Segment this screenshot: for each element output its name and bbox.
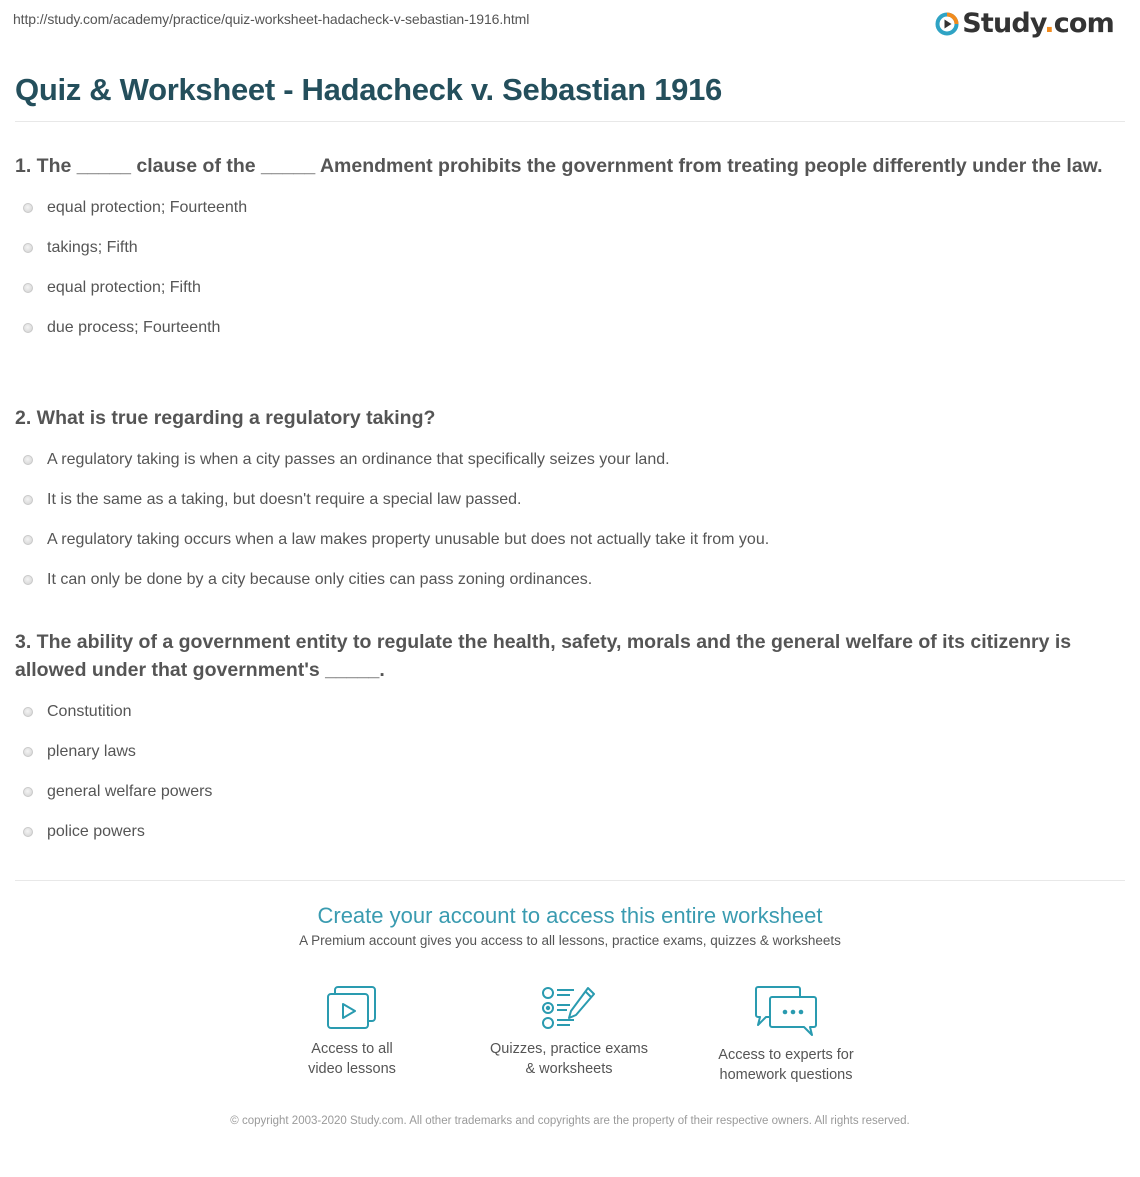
radio-icon[interactable] [23, 747, 33, 757]
answer-option[interactable] [15, 440, 1125, 480]
radio-icon[interactable] [23, 203, 33, 213]
answer-option[interactable] [15, 188, 1125, 228]
answer-list [15, 440, 1125, 600]
answer-label: due process; Fourteenth [47, 319, 221, 336]
video-lessons-icon [326, 985, 378, 1031]
feature-video-lessons [252, 985, 452, 1079]
feature-quizzes [469, 985, 669, 1079]
answer-label: plenary laws [47, 743, 136, 760]
answer-label: equal protection; Fifth [47, 279, 201, 296]
answer-label: takings; Fifth [47, 239, 138, 256]
chat-bubbles-icon [754, 985, 818, 1037]
answer-option[interactable] [15, 308, 1125, 348]
answer-option[interactable] [15, 692, 1125, 732]
answer-label: Constutition [47, 703, 132, 720]
feature-label: Quizzes, practice exams & worksheets [490, 1041, 648, 1077]
radio-icon[interactable] [23, 827, 33, 837]
radio-icon[interactable] [23, 283, 33, 293]
title-divider [15, 121, 1125, 122]
cta-subtitle: A Premium account gives you access to all lessons, practice exams, quizzes & worksheets [299, 933, 841, 948]
answer-label: It is the same as a taking, but doesn't require a special law passed. [47, 491, 522, 508]
answer-option[interactable] [15, 560, 1125, 600]
answer-option[interactable] [15, 268, 1125, 308]
question-1 [15, 152, 1125, 348]
question-2 [15, 404, 1125, 600]
page-url: http://study.com/academy/practice/quiz-worksheet-hadacheck-v-sebastian-1916.html [13, 11, 530, 27]
page-title: Quiz & Worksheet - Hadacheck v. Sebastian 1916 [15, 72, 722, 107]
question-3 [15, 628, 1125, 852]
copyright-text: © copyright 2003-2020 Study.com. All other trademarks and copyrights are the property of their respective owners. All rights reserved. [230, 1115, 910, 1127]
answer-option[interactable] [15, 812, 1125, 852]
feature-experts [686, 985, 886, 1085]
radio-icon[interactable] [23, 535, 33, 545]
answer-label: It can only be done by a city because only cities can pass zoning ordinances. [47, 571, 593, 588]
question-text: 3. The ability of a government entity to regulate the health, safety, morals and the general welfare of its citizenry is allowed under that government's _____. [15, 631, 1072, 681]
feature-label: Access to experts for homework questions [718, 1047, 854, 1083]
radio-icon[interactable] [23, 787, 33, 797]
cta-title-link[interactable]: Create your account to access this entire worksheet [317, 903, 823, 928]
feature-list [0, 985, 1140, 1095]
study-logo[interactable] [935, 8, 1114, 40]
answer-label: general welfare powers [47, 783, 213, 800]
answer-list [15, 188, 1125, 348]
play-circle-icon [935, 12, 959, 36]
radio-icon[interactable] [23, 707, 33, 717]
question-text: 1. The _____ clause of the _____ Amendment prohibits the government from treating people differently under the law. [15, 155, 1103, 177]
answer-option[interactable] [15, 732, 1125, 772]
answer-option[interactable] [15, 772, 1125, 812]
radio-icon[interactable] [23, 243, 33, 253]
signup-cta [0, 900, 1140, 950]
logo-text: Study.com [962, 8, 1114, 39]
section-divider [15, 880, 1125, 881]
radio-icon[interactable] [23, 575, 33, 585]
quiz-checklist-icon [540, 985, 598, 1031]
radio-icon[interactable] [23, 495, 33, 505]
answer-option[interactable] [15, 228, 1125, 268]
question-text: 2. What is true regarding a regulatory taking? [15, 407, 436, 429]
answer-option[interactable] [15, 480, 1125, 520]
answer-label: A regulatory taking occurs when a law makes property unusable but does not actually take it from you. [47, 531, 770, 548]
answer-label: equal protection; Fourteenth [47, 199, 248, 216]
answer-option[interactable] [15, 520, 1125, 560]
radio-icon[interactable] [23, 323, 33, 333]
answer-list [15, 692, 1125, 852]
answer-label: police powers [47, 823, 145, 840]
answer-label: A regulatory taking is when a city passes an ordinance that specifically seizes your land. [47, 451, 670, 468]
radio-icon[interactable] [23, 455, 33, 465]
feature-label: Access to all video lessons [308, 1041, 396, 1077]
